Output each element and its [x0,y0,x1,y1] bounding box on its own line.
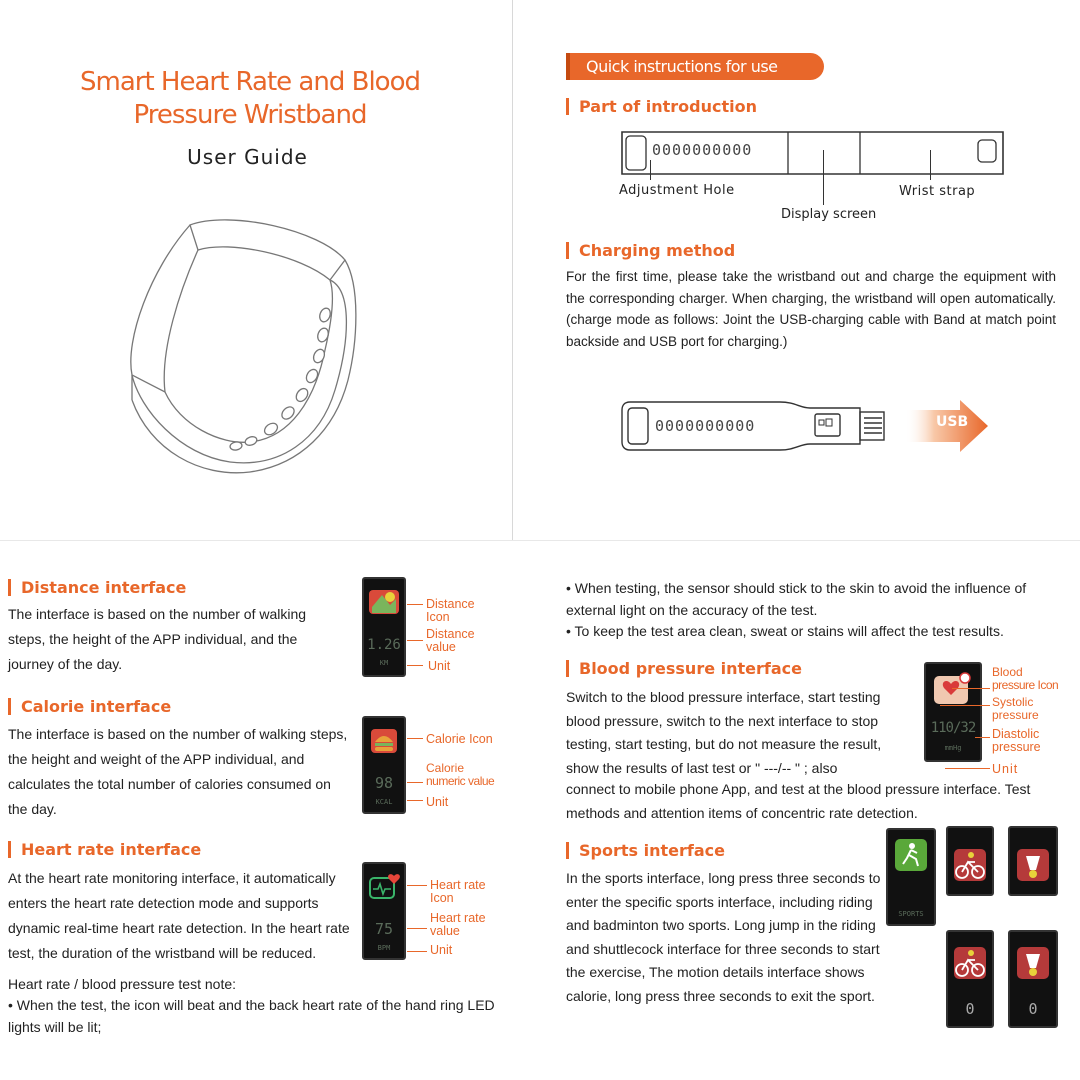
bp-label-diastolic-2: pressure [992,740,1041,754]
label-display-screen: Display screen [781,207,877,222]
bp-screen-unit: mmHg [944,744,962,752]
distance-pointer-value [407,640,423,641]
calorie-label-value-2: numeric value [426,774,495,788]
distance-heading: Distance interface [8,579,186,596]
charging-heading: Charging method [566,242,735,259]
blood-pressure-icon [932,672,972,706]
distance-screen [362,577,406,677]
sports-screen-main [886,828,936,926]
distance-label-value-1: Distance [426,627,475,641]
usb-label: USB [936,414,969,430]
calorie-text: The interface is based on the number of walking steps, the height and weight of the APP individual, and calculates the total number of calories consumed on the day. [8,726,348,817]
band-digits-2: 0000000000 [655,417,756,435]
calorie-pointer-unit [407,800,423,801]
bp-label-icon-2: pressure Icon [992,678,1059,692]
cover-title-line2: Pressure Wristband [133,100,367,130]
bp-label-systolic-1: Systolic [992,695,1034,709]
label-adjustment-hole: Adjustment Hole [619,183,735,198]
bp-screen [924,662,982,762]
cover-title [30,66,470,132]
note-bullet-1-mark: • [566,580,575,596]
heart-pointer-value [407,928,427,929]
calorie-food-icon [369,726,399,756]
bp-screen-value: 110/32 [930,720,976,736]
calorie-pointer-icon [407,738,423,739]
calorie-label-unit: Unit [426,795,449,809]
sports-screen-label: SPORTS [898,910,924,918]
quick-banner-label: Quick instructions for use [586,57,778,76]
distance-screen-value: 1.26 [367,637,401,653]
riding-icon [953,848,987,882]
note-bullet-1 [566,577,1046,621]
bp-text-2: connect to mobile phone App, and test at the blood pressure interface. Test methods and attention items of concentric rate detection. [566,781,1031,821]
note-bullet-2-text: To keep the test area clean, sweat or stains will affect the test results. [574,623,1004,639]
calorie-label-value [426,762,494,788]
bp-text-1: Switch to the blood pressure interface, start testing blood pressure, switch to the next interface to stop testing, start testing, but do not measure the result, show the results of last test or " ---/-- " ; also [566,689,882,776]
heart-label-value-1: Heart rate [430,911,486,925]
bp-pointer-sys [940,705,990,706]
distance-label-icon [426,598,475,624]
pointer-adjust [650,160,651,180]
sports-runner-icon [894,838,928,872]
sports-text: In the sports interface, long press three seconds to enter the specific sports interface, including riding and badminton two sports. Long jump in the riding and shuttlecock interface for three seconds to start the exercise, The motion details interface shows calorie, long press three seconds to exit the sport. [566,870,881,1004]
heart-label-icon [430,879,486,905]
bp-pointer-dia [975,737,990,738]
bp-label-systolic-2: pressure [992,708,1039,722]
bp-heading: Blood pressure interface [566,660,802,677]
calorie-screen [362,716,406,814]
quick-banner [566,53,824,80]
distance-label-value [426,628,475,654]
page-fold-horizontal [0,540,1080,541]
bp-label-systolic [992,696,1039,722]
sports-detail-badminton [1008,930,1058,1028]
map-pin-icon [368,587,400,619]
heart-screen-value: 75 [374,920,394,938]
distance-label-unit: Unit [428,659,451,673]
heart-label-value-2: value [430,924,460,938]
distance-label-icon-2: Icon [426,610,450,624]
calorie-pointer-value [407,782,423,783]
heart-heading: Heart rate interface [8,841,201,858]
cover-subtitle: User Guide [187,145,308,169]
bp-pointer-unit [945,768,990,769]
part-intro-heading: Part of introduction [566,98,757,115]
distance-text: The interface is based on the number of walking steps, the height of the APP individual, and the journey of the day. [8,606,307,672]
sports-heading: Sports interface [566,842,725,859]
calorie-label-value-1: Calorie [426,761,465,775]
heart-label-icon-1: Heart rate [430,878,486,892]
distance-label-icon-1: Distance [426,597,475,611]
distance-pointer-unit [407,665,423,666]
heart-text: At the heart rate monitoring interface, it automatically enters the heart rate detection mode and supports dynamic real-time heart rate detection. In the heart rate test, the duration of the wristband will be reduced. [8,870,350,961]
label-wrist-strap: Wrist strap [899,184,976,199]
bp-label-diastolic-1: Diastolic [992,727,1040,741]
pointer-display [823,150,824,205]
heart-label-unit: Unit [430,943,453,957]
calorie-label-icon: Calorie Icon [426,732,493,746]
shuttlecock-icon [1016,848,1050,882]
heart-pointer-icon [407,885,427,886]
heart-screen-unit: BPM [377,944,391,952]
distance-label-value-2: value [426,640,456,654]
badminton-detail-value: 0 [1028,1000,1038,1018]
note-bullet-2 [566,620,1046,642]
calorie-screen-value: 98 [374,774,394,792]
bp-label-diastolic [992,728,1041,754]
heart-note-title: Heart rate / blood pressure test note: [8,976,237,992]
heart-label-icon-2: Icon [430,891,454,905]
note-bullet-1-text: When testing, the sensor should stick to the skin to avoid the influence of external light on the accuracy of the test. [566,580,1027,618]
heart-pointer-unit [407,951,427,952]
charging-text: For the first time, please take the wristband out and charge the equipment with the corresponding charger. When charging, the wristband will open automatically. (charge mode as follows: Joint the USB-charging cable with Band at match point backside and USB port for charging.) [566,269,1056,349]
heart-note-bullet: • When the test, the icon will beat and the back heart rate of the hand ring LED lights will be lit; [8,994,503,1038]
heart-label-value [430,912,486,938]
calorie-heading: Calorie interface [8,698,171,715]
cover-title-line1: Smart Heart Rate and Blood [80,67,420,97]
riding-detail-value: 0 [965,1000,975,1018]
distance-pointer-icon [407,604,423,605]
shuttlecock-detail-icon [1016,946,1050,980]
bp-pointer-icon [952,688,990,689]
bp-label-icon [992,666,1058,692]
riding-detail-icon [953,946,987,980]
heart-rate-icon [368,872,402,904]
note-bullet-2-mark: • [566,623,575,639]
page-fold-vertical [512,0,513,540]
sports-detail-riding [946,930,994,1028]
wristband-illustration [120,210,370,480]
sports-screen-badminton [1008,826,1058,896]
heart-screen [362,862,406,960]
sports-screen-riding [946,826,994,896]
pointer-wrist [930,150,931,180]
band-adjustment-holes: 0000000000 [652,141,753,159]
bp-label-unit: Unit [992,762,1019,776]
calorie-screen-unit: KCAL [375,798,393,806]
bp-label-icon-1: Blood [992,665,1023,679]
distance-screen-unit: KM [379,659,389,667]
